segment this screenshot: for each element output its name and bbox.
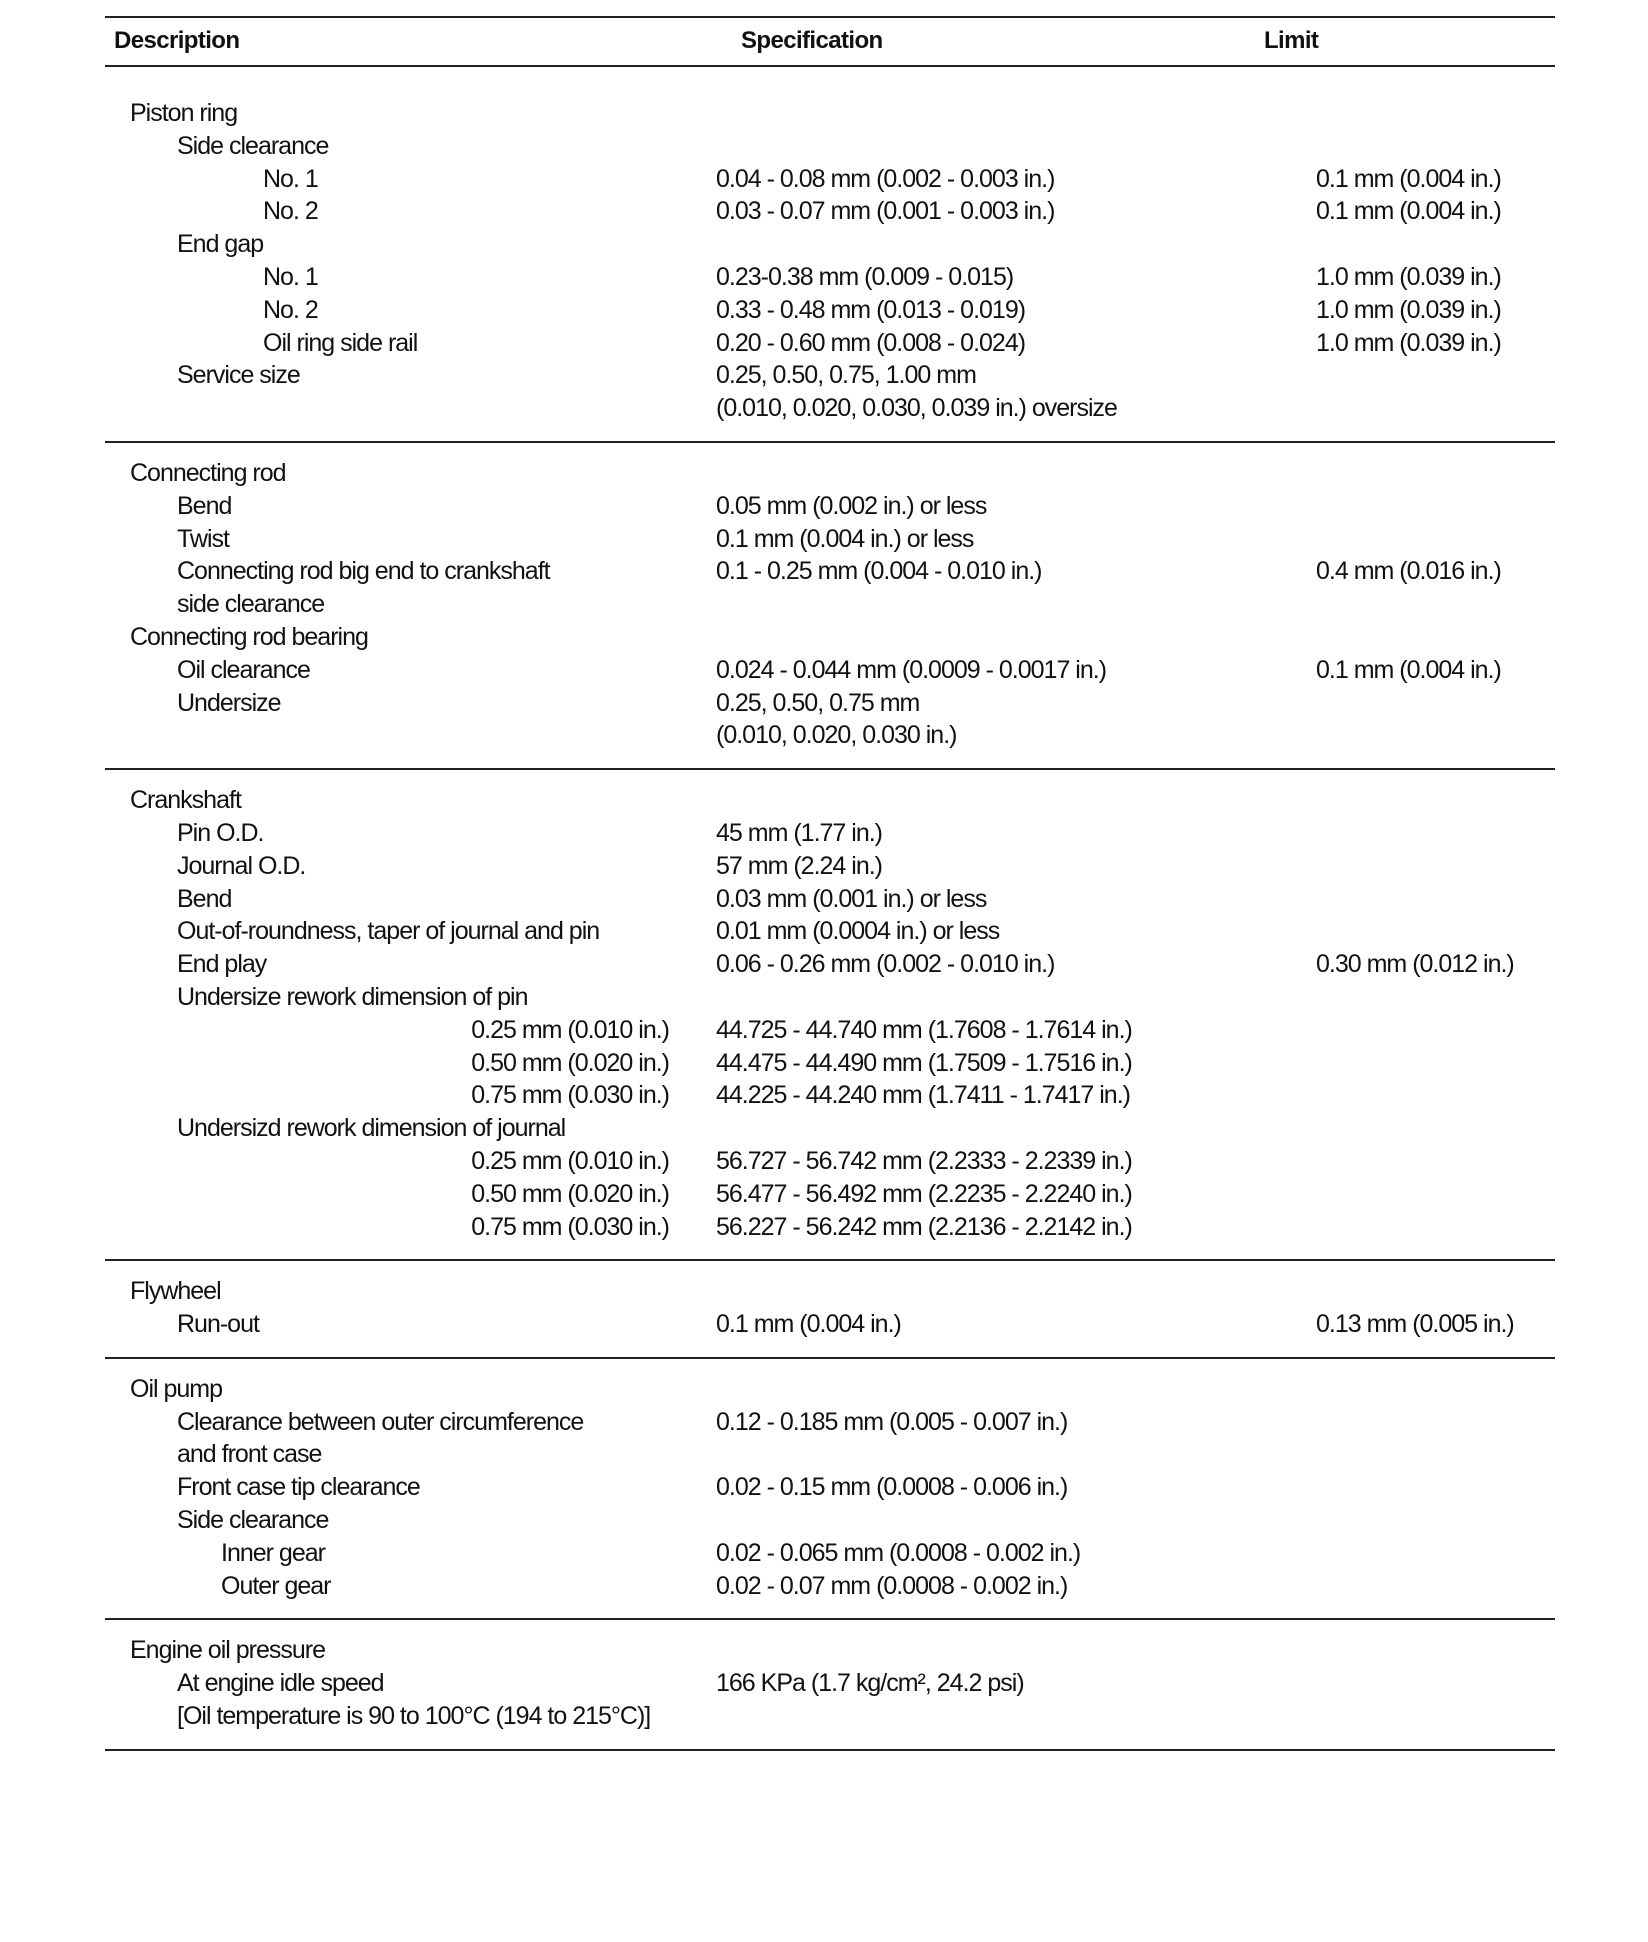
- specification-cell: 0.25, 0.50, 0.75, 1.00 mm: [716, 361, 976, 390]
- table-row: [105, 228, 1555, 261]
- specification-cell: 57 mm (2.24 in.): [716, 851, 883, 880]
- table-row: [105, 1438, 1555, 1471]
- table-row: [105, 130, 1555, 163]
- table-row: [105, 555, 1555, 588]
- limit-cell: 0.30 mm (0.012 in.): [1316, 950, 1514, 979]
- specification-cell: 0.03 - 0.07 mm (0.001 - 0.003 in.): [716, 197, 1055, 226]
- description-cell: Out-of-roundness, taper of journal and pin: [177, 917, 600, 946]
- specification-cell: 0.12 - 0.185 mm (0.005 - 0.007 in.): [716, 1407, 1068, 1436]
- table-row: [105, 654, 1555, 687]
- specification-cell: 56.477 - 56.492 mm (2.2235 - 2.2240 in.): [716, 1179, 1132, 1208]
- description-cell: Side clearance: [177, 1506, 329, 1535]
- table-row: [105, 327, 1555, 360]
- description-cell: Bend: [177, 884, 232, 913]
- specification-cell: 0.25, 0.50, 0.75 mm: [716, 688, 920, 717]
- description-cell: Oil ring side rail: [263, 328, 418, 357]
- specification-cell: 0.024 - 0.044 mm (0.0009 - 0.0017 in.): [716, 655, 1107, 684]
- table-row: [105, 490, 1555, 523]
- specification-cell: 0.01 mm (0.0004 in.) or less: [716, 917, 1000, 946]
- specification-table: [105, 16, 1555, 1751]
- specification-cell: 0.02 - 0.15 mm (0.0008 - 0.006 in.): [716, 1473, 1068, 1502]
- description-cell: Inner gear: [221, 1538, 325, 1567]
- description-cell: and front case: [177, 1440, 322, 1469]
- table-row: [105, 1373, 1555, 1406]
- description-cell: Engine oil pressure: [130, 1636, 326, 1665]
- table-section: [105, 1261, 1555, 1359]
- description-cell: Undersize: [177, 688, 281, 717]
- specification-cell: 0.1 - 0.25 mm (0.004 - 0.010 in.): [716, 557, 1042, 586]
- table-row: [105, 261, 1555, 294]
- description-cell: Undersize rework dimension of pin: [177, 982, 528, 1011]
- specification-cell: 0.23-0.38 mm (0.009 - 0.015): [716, 262, 1014, 291]
- description-cell: Piston ring: [130, 99, 238, 127]
- description-cell: 0.25 mm (0.010 in.): [471, 1015, 669, 1044]
- table-row: [105, 1471, 1555, 1504]
- specification-cell: 56.227 - 56.242 mm (2.2136 - 2.2142 in.): [716, 1212, 1132, 1241]
- header-limit: Limit: [1264, 27, 1319, 54]
- specification-cell: (0.010, 0.020, 0.030 in.): [716, 721, 957, 750]
- table-section: [105, 1620, 1555, 1750]
- description-cell: Front case tip clearance: [177, 1473, 420, 1502]
- table-row: [105, 1634, 1555, 1667]
- table-body: [105, 67, 1555, 1751]
- table-section: [105, 770, 1555, 1261]
- specification-cell: 44.475 - 44.490 mm (1.7509 - 1.7516 in.): [716, 1048, 1132, 1077]
- table-section: [105, 1359, 1555, 1621]
- table-row: [105, 1667, 1555, 1700]
- table-row: [105, 359, 1555, 392]
- table-row: [105, 1079, 1555, 1112]
- table-header: [105, 18, 1555, 65]
- limit-cell: 1.0 mm (0.039 in.): [1316, 262, 1501, 291]
- limit-cell: 0.1 mm (0.004 in.): [1316, 164, 1501, 193]
- description-cell: 0.75 mm (0.030 in.): [471, 1081, 669, 1110]
- table-row: [105, 1014, 1555, 1047]
- description-cell: Oil pump: [130, 1374, 223, 1403]
- description-cell: [Oil temperature is 90 to 100°C (194 to 215°C)]: [177, 1702, 651, 1731]
- description-cell: At engine idle speed: [177, 1669, 384, 1698]
- table-row: [105, 1700, 1555, 1733]
- limit-cell: 1.0 mm (0.039 in.): [1316, 328, 1501, 357]
- description-cell: Connecting rod bearing: [130, 622, 368, 651]
- table-row: [105, 588, 1555, 621]
- description-cell: Bend: [177, 491, 232, 520]
- table-row: [105, 687, 1555, 720]
- description-cell: Twist: [177, 524, 229, 553]
- table-row: [105, 1211, 1555, 1244]
- table-row: [105, 1406, 1555, 1439]
- table-row: [105, 1047, 1555, 1080]
- table-row: [105, 1570, 1555, 1603]
- description-cell: Service size: [177, 361, 300, 390]
- description-cell: 0.50 mm (0.020 in.): [471, 1179, 669, 1208]
- limit-cell: 1.0 mm (0.039 in.): [1316, 295, 1501, 324]
- table-section: [105, 443, 1555, 770]
- table-row: [105, 163, 1555, 196]
- limit-cell: 0.1 mm (0.004 in.): [1316, 197, 1501, 226]
- description-cell: Side clearance: [177, 131, 329, 160]
- table-row: [105, 981, 1555, 1014]
- description-cell: Undersizd rework dimension of journal: [177, 1114, 566, 1143]
- description-cell: side clearance: [177, 590, 325, 619]
- table-row: [105, 195, 1555, 228]
- table-row: [105, 1504, 1555, 1537]
- description-cell: Connecting rod: [130, 458, 286, 487]
- description-cell: End play: [177, 950, 267, 979]
- specification-cell: 0.04 - 0.08 mm (0.002 - 0.003 in.): [716, 164, 1055, 193]
- specification-cell: 0.02 - 0.07 mm (0.0008 - 0.002 in.): [716, 1571, 1068, 1600]
- specification-cell: 45 mm (1.77 in.): [716, 818, 883, 847]
- specification-cell: 0.1 mm (0.004 in.): [716, 1310, 901, 1339]
- description-cell: 0.25 mm (0.010 in.): [471, 1146, 669, 1175]
- table-row: [105, 294, 1555, 327]
- table-row: [105, 523, 1555, 556]
- specification-cell: 44.725 - 44.740 mm (1.7608 - 1.7614 in.): [716, 1015, 1132, 1044]
- description-cell: No. 1: [263, 262, 318, 291]
- description-cell: Pin O.D.: [177, 818, 264, 847]
- description-cell: End gap: [177, 230, 264, 259]
- table-row: [105, 817, 1555, 850]
- header-specification: Specification: [741, 27, 883, 54]
- table-row: [105, 883, 1555, 916]
- specification-cell: (0.010, 0.020, 0.030, 0.039 in.) oversize: [716, 394, 1117, 423]
- table-row: [105, 1145, 1555, 1178]
- table-row: [105, 1112, 1555, 1145]
- table-row: [105, 457, 1555, 490]
- table-row: [105, 97, 1555, 130]
- table-row: [105, 850, 1555, 883]
- specification-cell: 0.33 - 0.48 mm (0.013 - 0.019): [716, 295, 1026, 324]
- header-description: Description: [114, 27, 240, 54]
- table-row: [105, 621, 1555, 654]
- specification-cell: 0.1 mm (0.004 in.) or less: [716, 524, 974, 553]
- specification-cell: 166 KPa (1.7 kg/cm², 24.2 psi): [716, 1669, 1024, 1698]
- description-cell: Flywheel: [130, 1277, 221, 1306]
- description-cell: Journal O.D.: [177, 851, 306, 880]
- description-cell: No. 2: [263, 197, 318, 226]
- table-section: [105, 67, 1555, 443]
- table-row: [105, 915, 1555, 948]
- description-cell: Connecting rod big end to crankshaft: [177, 557, 550, 586]
- specification-cell: 0.06 - 0.26 mm (0.002 - 0.010 in.): [716, 950, 1055, 979]
- description-cell: Clearance between outer circumference: [177, 1407, 584, 1436]
- specification-cell: 0.05 mm (0.002 in.) or less: [716, 491, 987, 520]
- specification-cell: 0.20 - 0.60 mm (0.008 - 0.024): [716, 328, 1026, 357]
- description-cell: No. 1: [263, 164, 318, 193]
- limit-cell: 0.4 mm (0.016 in.): [1316, 557, 1501, 586]
- description-cell: Run-out: [177, 1310, 259, 1339]
- specification-cell: 0.02 - 0.065 mm (0.0008 - 0.002 in.): [716, 1538, 1081, 1567]
- specification-cell: 44.225 - 44.240 mm (1.7411 - 1.7417 in.): [716, 1081, 1130, 1110]
- table-row: [105, 948, 1555, 981]
- specification-cell: 56.727 - 56.742 mm (2.2333 - 2.2339 in.): [716, 1146, 1132, 1175]
- description-cell: 0.50 mm (0.020 in.): [471, 1048, 669, 1077]
- table-row: [105, 1178, 1555, 1211]
- table-row: [105, 784, 1555, 817]
- table-row: [105, 719, 1555, 752]
- description-cell: Oil clearance: [177, 655, 310, 684]
- table-row: [105, 392, 1555, 425]
- specification-cell: 0.03 mm (0.001 in.) or less: [716, 884, 987, 913]
- limit-cell: 0.13 mm (0.005 in.): [1316, 1310, 1514, 1339]
- description-cell: Crankshaft: [130, 786, 241, 815]
- limit-cell: 0.1 mm (0.004 in.): [1316, 655, 1501, 684]
- table-row: [105, 1537, 1555, 1570]
- description-cell: 0.75 mm (0.030 in.): [471, 1212, 669, 1241]
- table-row: [105, 1308, 1555, 1341]
- table-row: [105, 1275, 1555, 1308]
- description-cell: Outer gear: [221, 1571, 331, 1600]
- description-cell: No. 2: [263, 295, 318, 324]
